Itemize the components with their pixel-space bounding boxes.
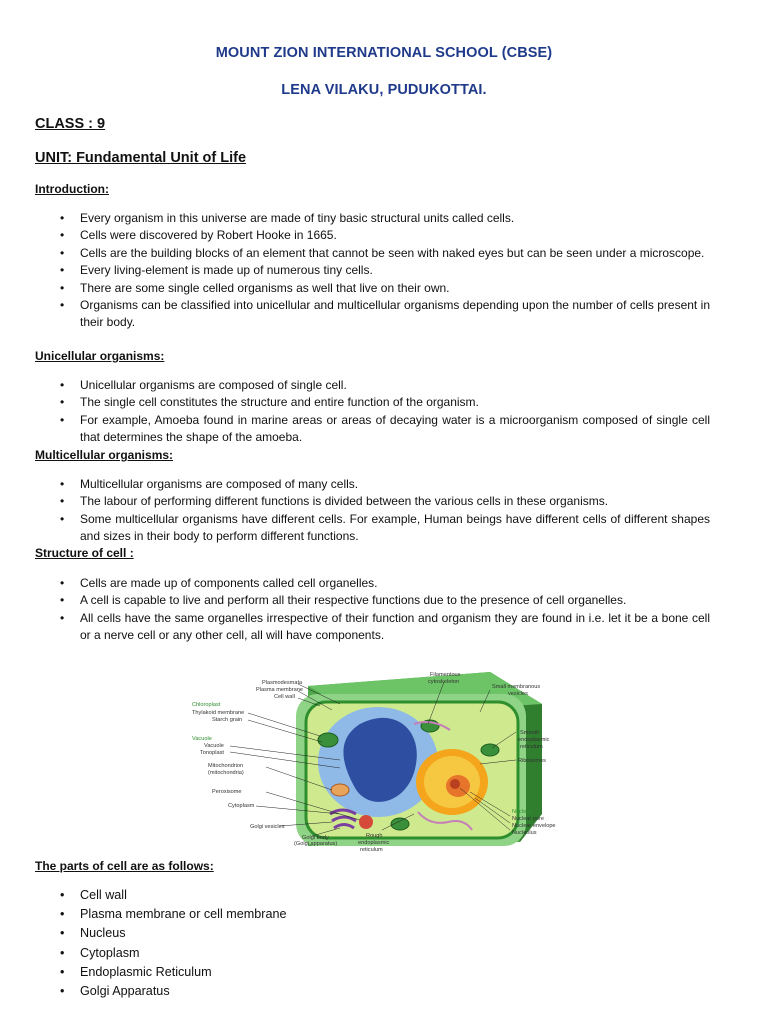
label-filamentous-cytoskeleton: Filamentous [430,672,461,678]
label-smooth-er: Smooth [520,730,540,736]
label-starch-grain: Starch grain [212,717,243,723]
label-filamentous-cytoskeleton: cytoskeleton [428,679,460,685]
label-nucleus: Nucleus [512,809,533,815]
list-item: • Nucleus [60,924,710,943]
list-item: • All cells have the same organelles irrespective of their function and organism they are found in i.e. let it be a bone cell or a nerve cell or any other cell, all will have components. [60,610,710,645]
label-golgi-vesicles: Golgi vesicles [250,824,285,830]
unicellular-list [60,377,710,447]
list-item: • For example, Amoeba found in marine areas or areas of decaying water is a microorganism composed of single cell that determines the shape of the amoeba. [60,412,710,447]
label-small-vesicles: Small membranous [492,684,541,690]
plant-cell-diagram [190,664,575,859]
label-cytoplasm: Cytoplasm [228,803,255,809]
label-plasmodesmata: Plasmodesmata [262,680,303,686]
label-rough-er: endoplasmic [358,840,390,846]
unit-heading: UNIT: Fundamental Unit of Life [35,150,247,166]
list-item: • Unicellular organisms are composed of single cell. [60,377,710,394]
list-item: • The single cell constitutes the structure and entire function of the organism. [60,394,710,411]
label-thylakoid-membrane: Thylakoid membrane [192,710,245,716]
label-vacuole-group: Vacuole [192,736,212,742]
label-smooth-er: reticulum [520,744,543,750]
multicellular-list [60,476,710,546]
list-item: • Every organism in this universe are made of tiny basic structural units called cells. [60,210,710,227]
list-item: • There are some single celled organisms as well that live on their own. [60,280,710,297]
label-mitochondria: (mitochondria) [208,770,244,776]
list-item: • Golgi Apparatus [60,982,710,1001]
list-item: • Cells were discovered by Robert Hooke in 1665. [60,227,710,244]
list-item: • Every living-element is made up of numerous tiny cells. [60,262,710,279]
label-cell-wall: Cell wall [274,694,295,700]
school-name: MOUNT ZION INTERNATIONAL SCHOOL (CBSE) [215,45,553,61]
label-mitochondrion: Mitochondrion [208,763,244,769]
label-small-vesicles: vesicles [508,691,528,697]
list-item: • Cells are made up of components called cell organelles. [60,575,710,592]
list-item: • The labour of performing different functions is divided between the various cells in these organisms. [60,493,710,510]
label-peroxisome: Peroxisome [212,789,242,795]
nucleus-shape [416,749,488,815]
list-item: • Some multicellular organisms have different cells. For example, Human beings have different cells of different shapes and sizes in their body to perform different functions. [60,511,710,546]
list-item: • Multicellular organisms are composed of many cells. [60,476,710,493]
list-item: • Cells are the building blocks of an element that cannot be seen with naked eyes but can be seen under a microscope. [60,245,710,262]
unicellular-heading: Unicellular organisms: [35,349,165,363]
label-nuclear-pore: Nuclear pore [512,816,545,822]
structure-heading: Structure of cell : [35,546,134,560]
label-vacuole: Vacuole [204,743,224,749]
list-item: • A cell is capable to live and perform all their respective functions due to the presence of cell organelles. [60,592,710,609]
school-location: LENA VILAKU, PUDUKOTTAI. [281,82,487,98]
label-nuclear-envelope: Nuclear envelope [512,823,556,829]
label-rough-er: reticulum [360,847,383,853]
parts-heading: The parts of cell are as follows: [35,859,214,873]
multicellular-heading: Multicellular organisms: [35,448,174,462]
peroxisome-shape [359,815,373,829]
chloroplast-shape [481,744,499,756]
introduction-list [60,210,710,332]
label-plasma-membrane: Plasma membrane [256,687,303,693]
list-item: • Cell wall [60,886,710,905]
label-chloroplast: Chloroplast [192,702,221,708]
introduction-heading: Introduction: [35,182,109,196]
mitochondrion-shape [331,784,349,796]
list-item: • Organisms can be classified into unicellular and multicellular organisms depending upon the number of cells present in their body. [60,297,710,332]
chloroplast-shape [318,733,338,747]
label-golgi-apparatus: (Golgi apparatus) [294,841,338,847]
class-heading: CLASS : 9 [35,116,106,132]
parts-list [60,886,710,1001]
list-item: • Endoplasmic Reticulum [60,963,710,982]
label-smooth-er: endoplasmic [518,737,550,743]
structure-list [60,575,710,645]
list-item: • Cytoplasm [60,944,710,963]
label-ribosomes: Ribosomes [518,758,546,764]
label-golgi-body: Golgi body [302,835,329,841]
label-rough-er: Rough [366,833,383,839]
label-tonoplast: Tonoplast [200,750,224,756]
list-item: • Plasma membrane or cell membrane [60,905,710,924]
label-nucleolus: Nucleolus [512,830,537,836]
